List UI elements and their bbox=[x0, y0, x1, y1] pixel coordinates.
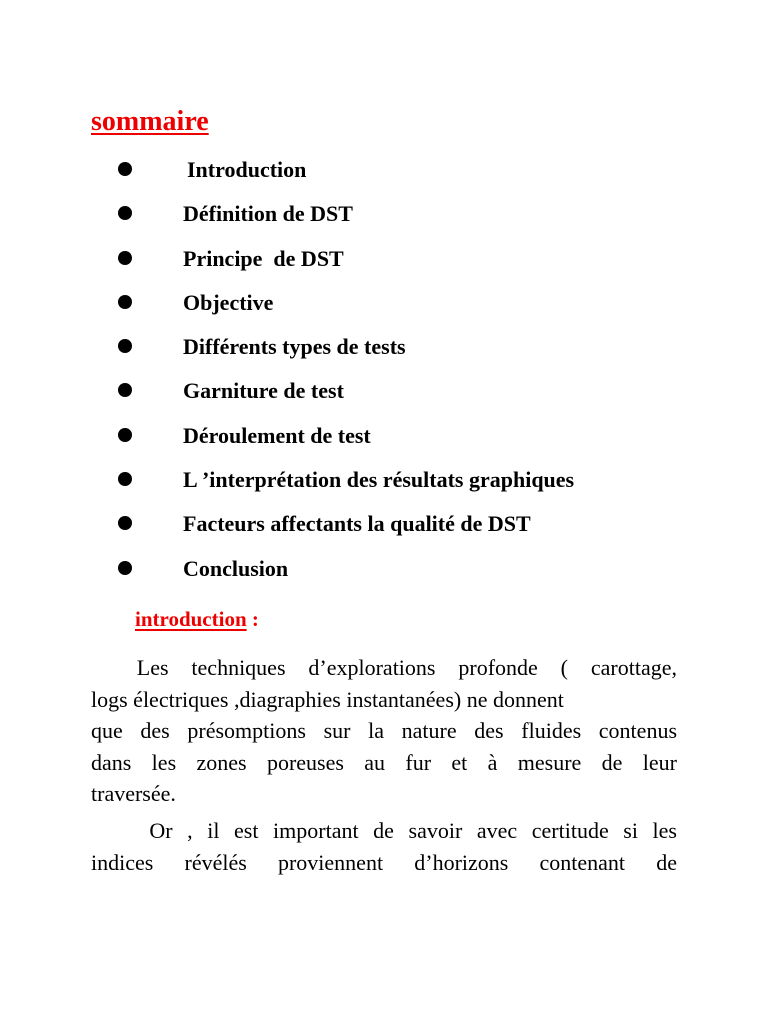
bullet-icon bbox=[118, 428, 132, 442]
paragraph-line: traversée. bbox=[91, 781, 176, 806]
summary-item-definition bbox=[0, 194, 768, 238]
introduction-heading bbox=[135, 604, 259, 634]
summary-list bbox=[0, 150, 768, 593]
summary-item-introduction bbox=[0, 150, 768, 194]
summary-item-interpretation bbox=[0, 460, 768, 504]
paragraph-line: logs électriques ,diagraphies instantanées) ne donnent bbox=[91, 686, 564, 712]
bullet-icon bbox=[118, 206, 132, 220]
summary-item-conclusion bbox=[0, 549, 768, 593]
bullet-icon bbox=[118, 516, 132, 530]
bullet-icon bbox=[118, 561, 132, 575]
summary-item-types bbox=[0, 327, 768, 371]
paragraph-line: Or , il est important de savoir avec certitude si les bbox=[91, 818, 677, 843]
summary-item-label: Définition de DST bbox=[183, 201, 353, 227]
summary-item-label: Différents types de tests bbox=[183, 334, 406, 360]
summary-item-label: Conclusion bbox=[183, 555, 289, 581]
paragraph-line: dans les zones poreuses au fur et à mesure de leur bbox=[91, 749, 677, 775]
paragraph-line: Les techniques d’explorations profonde ( carottage, bbox=[91, 655, 677, 680]
summary-item-facteurs bbox=[0, 504, 768, 548]
paragraph-line: que des présomptions sur la nature des fluides contenus bbox=[91, 718, 677, 743]
introduction-heading-text: introduction bbox=[135, 607, 247, 631]
bullet-icon bbox=[118, 295, 132, 309]
summary-item-label: L ’interprétation des résultats graphiques bbox=[183, 467, 575, 493]
summary-item-garniture bbox=[0, 371, 768, 415]
introduction-paragraph-2 bbox=[91, 815, 677, 879]
bullet-icon bbox=[118, 339, 132, 353]
paragraph-line: indices révélés proviennent d’horizons contenant de bbox=[91, 850, 677, 875]
summary-item-label: Garniture de test bbox=[183, 378, 344, 404]
summary-item-objective bbox=[0, 283, 768, 327]
summary-title: sommaire bbox=[91, 106, 209, 137]
introduction-paragraph-1 bbox=[91, 652, 677, 810]
introduction-heading-colon: : bbox=[246, 607, 259, 631]
summary-item-label: Principe de DST bbox=[183, 245, 344, 271]
summary-item-label: Facteurs affectants la qualité de DST bbox=[183, 511, 531, 537]
summary-item-label: Déroulement de test bbox=[183, 422, 371, 448]
summary-item-label: Introduction bbox=[187, 157, 307, 182]
bullet-icon bbox=[118, 383, 132, 397]
bullet-icon bbox=[118, 251, 132, 265]
summary-item-label: Objective bbox=[183, 289, 274, 315]
bullet-icon bbox=[118, 472, 132, 486]
summary-item-principe bbox=[0, 239, 768, 283]
bullet-icon bbox=[118, 162, 132, 176]
summary-item-deroulement bbox=[0, 416, 768, 460]
